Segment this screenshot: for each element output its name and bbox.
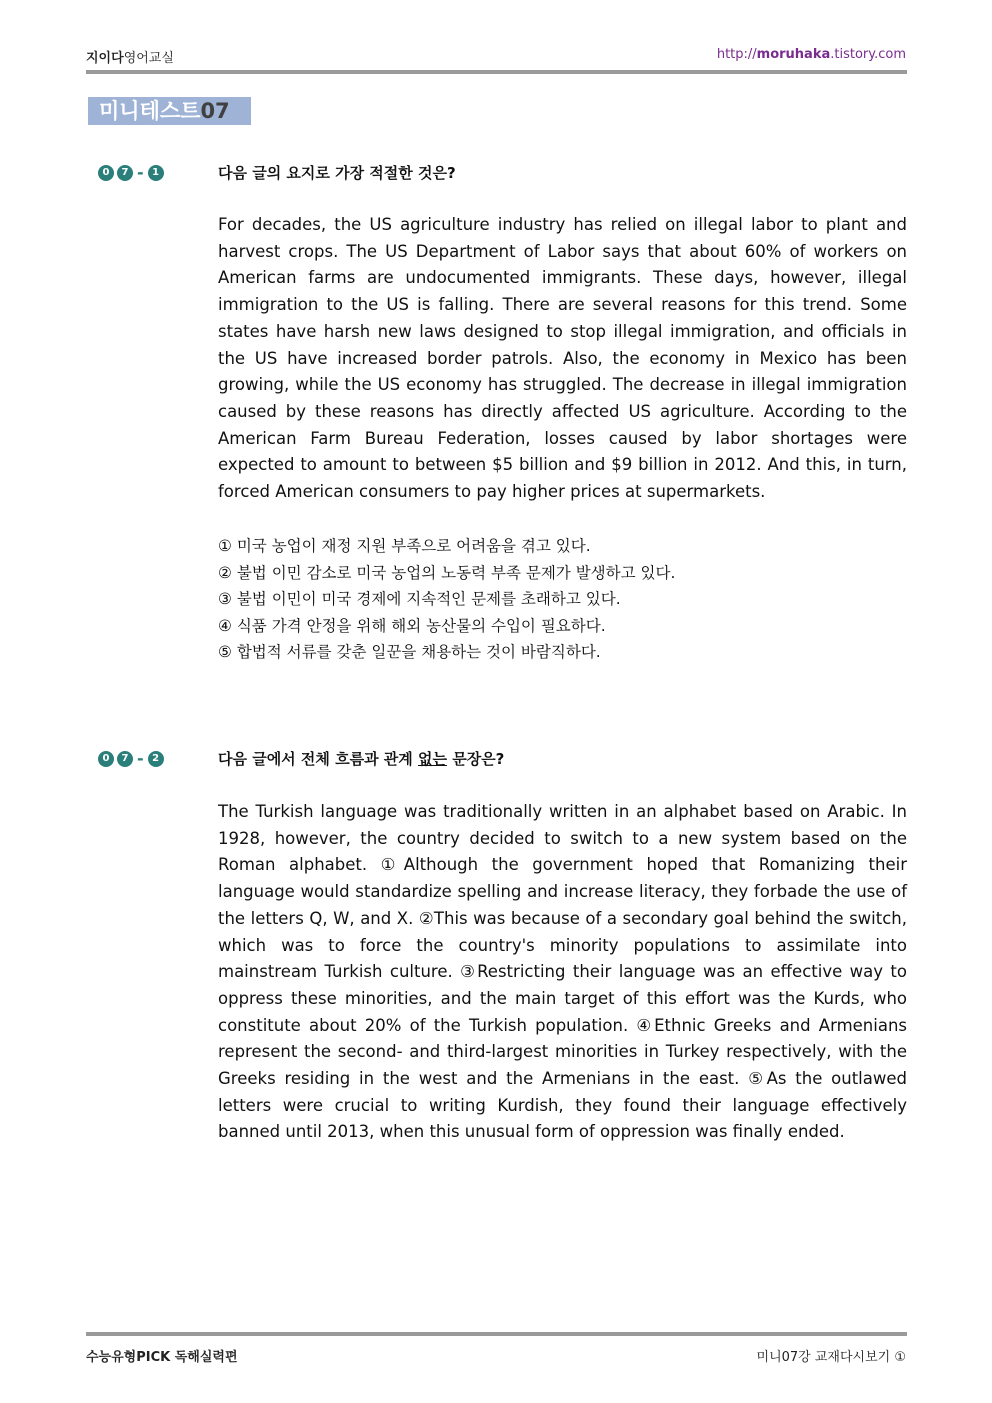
- brand-rest: 영어교실: [123, 51, 174, 66]
- section-number: 07: [200, 99, 230, 123]
- url-suffix: .tistory.com: [830, 47, 906, 62]
- prompt-before: 다음 글에서 전체 흐름과 관계: [218, 750, 418, 768]
- question-2-label: [98, 749, 164, 768]
- prompt-underlined: 없는: [418, 750, 447, 768]
- section-title: [88, 97, 251, 125]
- section-title-text: 미니테스트: [99, 99, 201, 123]
- header-brand: [86, 47, 174, 66]
- brand-bold: 지이다: [86, 51, 124, 66]
- header-url[interactable]: [717, 47, 906, 62]
- question-1-label: [98, 163, 164, 182]
- url-prefix: http://: [716, 47, 757, 62]
- choice-5[interactable]: ⑤ 합법적 서류를 갖춘 일꾼을 채용하는 것이 바람직하다.: [218, 643, 601, 661]
- label-digit-2: 7: [117, 751, 133, 767]
- choice-2[interactable]: ② 불법 이민 감소로 미국 농업의 노동력 부족 문제가 발생하고 있다.: [218, 563, 676, 582]
- label-digit-1: 0: [98, 165, 114, 181]
- question-2-passage: The Turkish language was traditionally written in an alphabet based on Arabic. In 1928, however, the country decided to switch to a new system based on the Roman alphabet. ①Although the government hoped that Romanizing their language would standardize spelling and increase literacy, they forbade the use of the letters Q, W, and X. ②This was because of a secondary goal behind the switch, which was to force the country's minority populations to assimilate into mainstream Turkish culture. ③Restricting their language was an effective way to oppress these minorities, and the main target of this effort was the Kurds, who constitute about 20% of the Turkish population. ④Ethnic Greeks and Armenians represent the second- and third-largest minorities in Turkey respectively, with the Greeks residing in the west and the Armenians in the east. ⑤As the outlawed letters were crucial to writing Kurdish, they found their language effectively banned until 2013, when this unusual form of oppression was finally ended.: [218, 802, 907, 1142]
- header-divider: [86, 70, 907, 74]
- choice-4[interactable]: ④ 식품 가격 안정을 위해 해외 농산물의 수입이 필요하다.: [218, 616, 606, 635]
- label-digit-3: 2: [148, 751, 164, 767]
- footer-page-info: 미니07강 교재다시보기 ①: [756, 1350, 906, 1365]
- choice-1[interactable]: ① 미국 농업이 재정 지원 부족으로 어려움을 겪고 있다.: [218, 537, 591, 555]
- label-dash: -: [137, 749, 144, 768]
- label-digit-2: 7: [117, 165, 133, 181]
- question-2-prompt: [218, 748, 504, 769]
- footer-divider: [86, 1332, 907, 1336]
- label-digit-1: 0: [98, 751, 114, 767]
- choice-3[interactable]: ③ 불법 이민이 미국 경제에 지속적인 문제를 초래하고 있다.: [218, 590, 621, 608]
- question-1-choices: [218, 533, 907, 666]
- prompt-after: 문장은?: [446, 750, 505, 768]
- footer-book-title: 수능유형PICK 독해실력편: [86, 1350, 238, 1365]
- url-bold: moruhaka: [756, 47, 831, 62]
- label-digit-3: 1: [148, 165, 164, 181]
- label-dash: -: [137, 163, 144, 182]
- question-1-passage: For decades, the US agriculture industry has relied on illegal labor to plant and harvest crops. The US Department of Labor says that about 60% of workers on American farms are undocumented immigrants. These days, however, illegal immigration to the US is falling. There are several reasons for this trend. Some states have harsh new laws designed to stop illegal immigration, and officials in the US have increased border patrols. Also, the economy in Mexico has been growing, while the US economy has struggled. The decrease in illegal immigration caused by these reasons has directly affected US agriculture. According to the American Farm Bureau Federation, losses caused by labor shortages were expected to amount to between $5 billion and $9 billion in 2012. And this, in turn, forced American consumers to pay higher prices at supermarkets.: [218, 215, 907, 502]
- question-1-prompt: 다음 글의 요지로 가장 적절한 것은?: [218, 164, 456, 182]
